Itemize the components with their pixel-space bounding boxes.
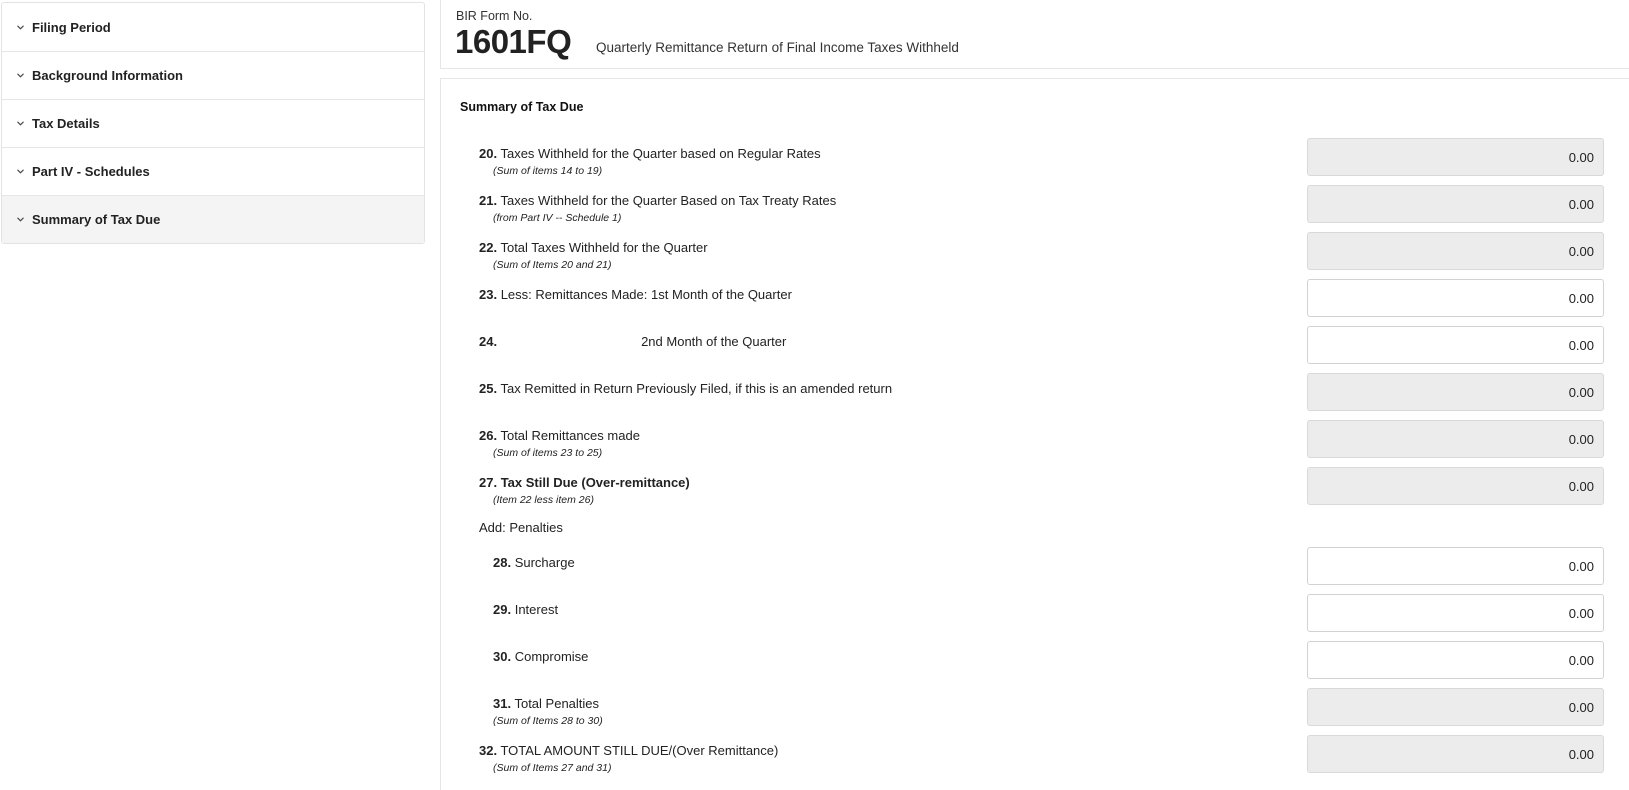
- accordion-label: Filing Period: [32, 19, 111, 35]
- form-number-label: BIR Form No.: [456, 9, 533, 23]
- summary-of-tax-due-panel: [440, 78, 1629, 790]
- chevron-down-icon: [15, 121, 25, 126]
- surcharge-field[interactable]: [1307, 547, 1604, 585]
- item-22: [441, 239, 1629, 277]
- item-20: [441, 145, 1629, 183]
- item-label: Compromise: [514, 649, 589, 664]
- item-label: 2nd Month of the Quarter: [641, 334, 787, 349]
- item-number: 30.: [493, 649, 512, 664]
- sidebar-accordion: [1, 2, 425, 244]
- form-header: [440, 0, 1629, 69]
- item-label: Surcharge: [514, 555, 575, 570]
- item-30: [441, 648, 1629, 686]
- item-label: Less: Remittances Made: 1st Month of the Quarter: [500, 287, 792, 302]
- accordion-label: Background Information: [32, 68, 183, 83]
- compromise-field[interactable]: [1307, 641, 1604, 679]
- item-label: Total Penalties: [514, 696, 600, 711]
- item-21-field[interactable]: [1307, 185, 1604, 223]
- item-label: Total Remittances made: [500, 428, 640, 443]
- item-25: [441, 380, 1629, 418]
- item-number: 23.: [479, 287, 498, 302]
- item-number: 29.: [493, 602, 512, 617]
- item-31: [441, 695, 1629, 733]
- section-title: Summary of Tax Due: [460, 100, 584, 114]
- item-22-field[interactable]: [1307, 232, 1604, 270]
- item-number: 21.: [479, 193, 498, 208]
- item-note: (from Part IV -- Schedule 1): [493, 212, 622, 224]
- item-32: [441, 742, 1629, 780]
- item-label: TOTAL AMOUNT STILL DUE/(Over Remittance): [500, 743, 779, 758]
- chevron-down-icon: [15, 169, 25, 174]
- accordion-part-iv-schedules[interactable]: [2, 147, 424, 195]
- form-code: 1601FQ: [455, 23, 572, 60]
- item-label: Tax Remitted in Return Previously Filed, if this is an amended return: [500, 381, 893, 396]
- item-number: 32.: [479, 743, 498, 758]
- item-number: 24.: [479, 334, 498, 349]
- item-note: (Item 22 less item 26): [493, 494, 594, 506]
- item-26-field[interactable]: [1307, 420, 1604, 458]
- item-number: 31.: [493, 696, 512, 711]
- accordion-summary-of-tax-due[interactable]: [2, 195, 424, 243]
- item-note: (Sum of items 23 to 25): [493, 447, 603, 459]
- item-26: [441, 427, 1629, 465]
- interest-field[interactable]: [1307, 594, 1604, 632]
- item-number: 22.: [479, 240, 498, 255]
- accordion-filing-period[interactable]: [2, 3, 424, 51]
- form-title: Quarterly Remittance Return of Final Income Taxes Withheld: [596, 40, 959, 55]
- item-24-field[interactable]: [1307, 326, 1604, 364]
- item-25-field[interactable]: [1307, 373, 1604, 411]
- accordion-tax-details[interactable]: [2, 99, 424, 147]
- item-note: (Sum of Items 20 and 21): [493, 259, 612, 271]
- accordion-label: Part IV - Schedules: [32, 164, 150, 179]
- item-24: [441, 333, 1629, 371]
- item-21: [441, 192, 1629, 230]
- item-label: Interest: [514, 602, 559, 617]
- item-number: 27.: [479, 475, 498, 490]
- chevron-down-icon: [15, 217, 25, 222]
- total-penalties-field[interactable]: [1307, 688, 1604, 726]
- item-note: (Sum of Items 27 and 31): [493, 762, 612, 774]
- item-23: [441, 286, 1629, 324]
- accordion-background-information[interactable]: [2, 51, 424, 99]
- item-number: 25.: [479, 381, 498, 396]
- item-label: Total Taxes Withheld for the Quarter: [500, 240, 708, 255]
- item-27: [441, 474, 1629, 512]
- accordion-label: Summary of Tax Due: [32, 212, 161, 227]
- item-29: [441, 601, 1629, 639]
- item-23-field[interactable]: [1307, 279, 1604, 317]
- item-27-field[interactable]: [1307, 467, 1604, 505]
- accordion-label: Tax Details: [32, 116, 100, 131]
- item-label: Taxes Withheld for the Quarter Based on Tax Treaty Rates: [500, 193, 837, 208]
- item-number: 26.: [479, 428, 498, 443]
- item-20-field[interactable]: [1307, 138, 1604, 176]
- item-number: 20.: [479, 146, 498, 161]
- item-28: [441, 554, 1629, 592]
- chevron-down-icon: [15, 25, 25, 30]
- item-number: 28.: [493, 555, 512, 570]
- item-note: (Sum of Items 28 to 30): [493, 715, 603, 727]
- item-note: (Sum of items 14 to 19): [493, 165, 603, 177]
- item-label: Tax Still Due (Over-remittance): [500, 475, 690, 490]
- total-amount-still-due-field[interactable]: [1307, 735, 1604, 773]
- item-label: Taxes Withheld for the Quarter based on Regular Rates: [500, 146, 821, 161]
- chevron-down-icon: [15, 73, 25, 78]
- add-penalties-label: Add: Penalties: [479, 520, 563, 535]
